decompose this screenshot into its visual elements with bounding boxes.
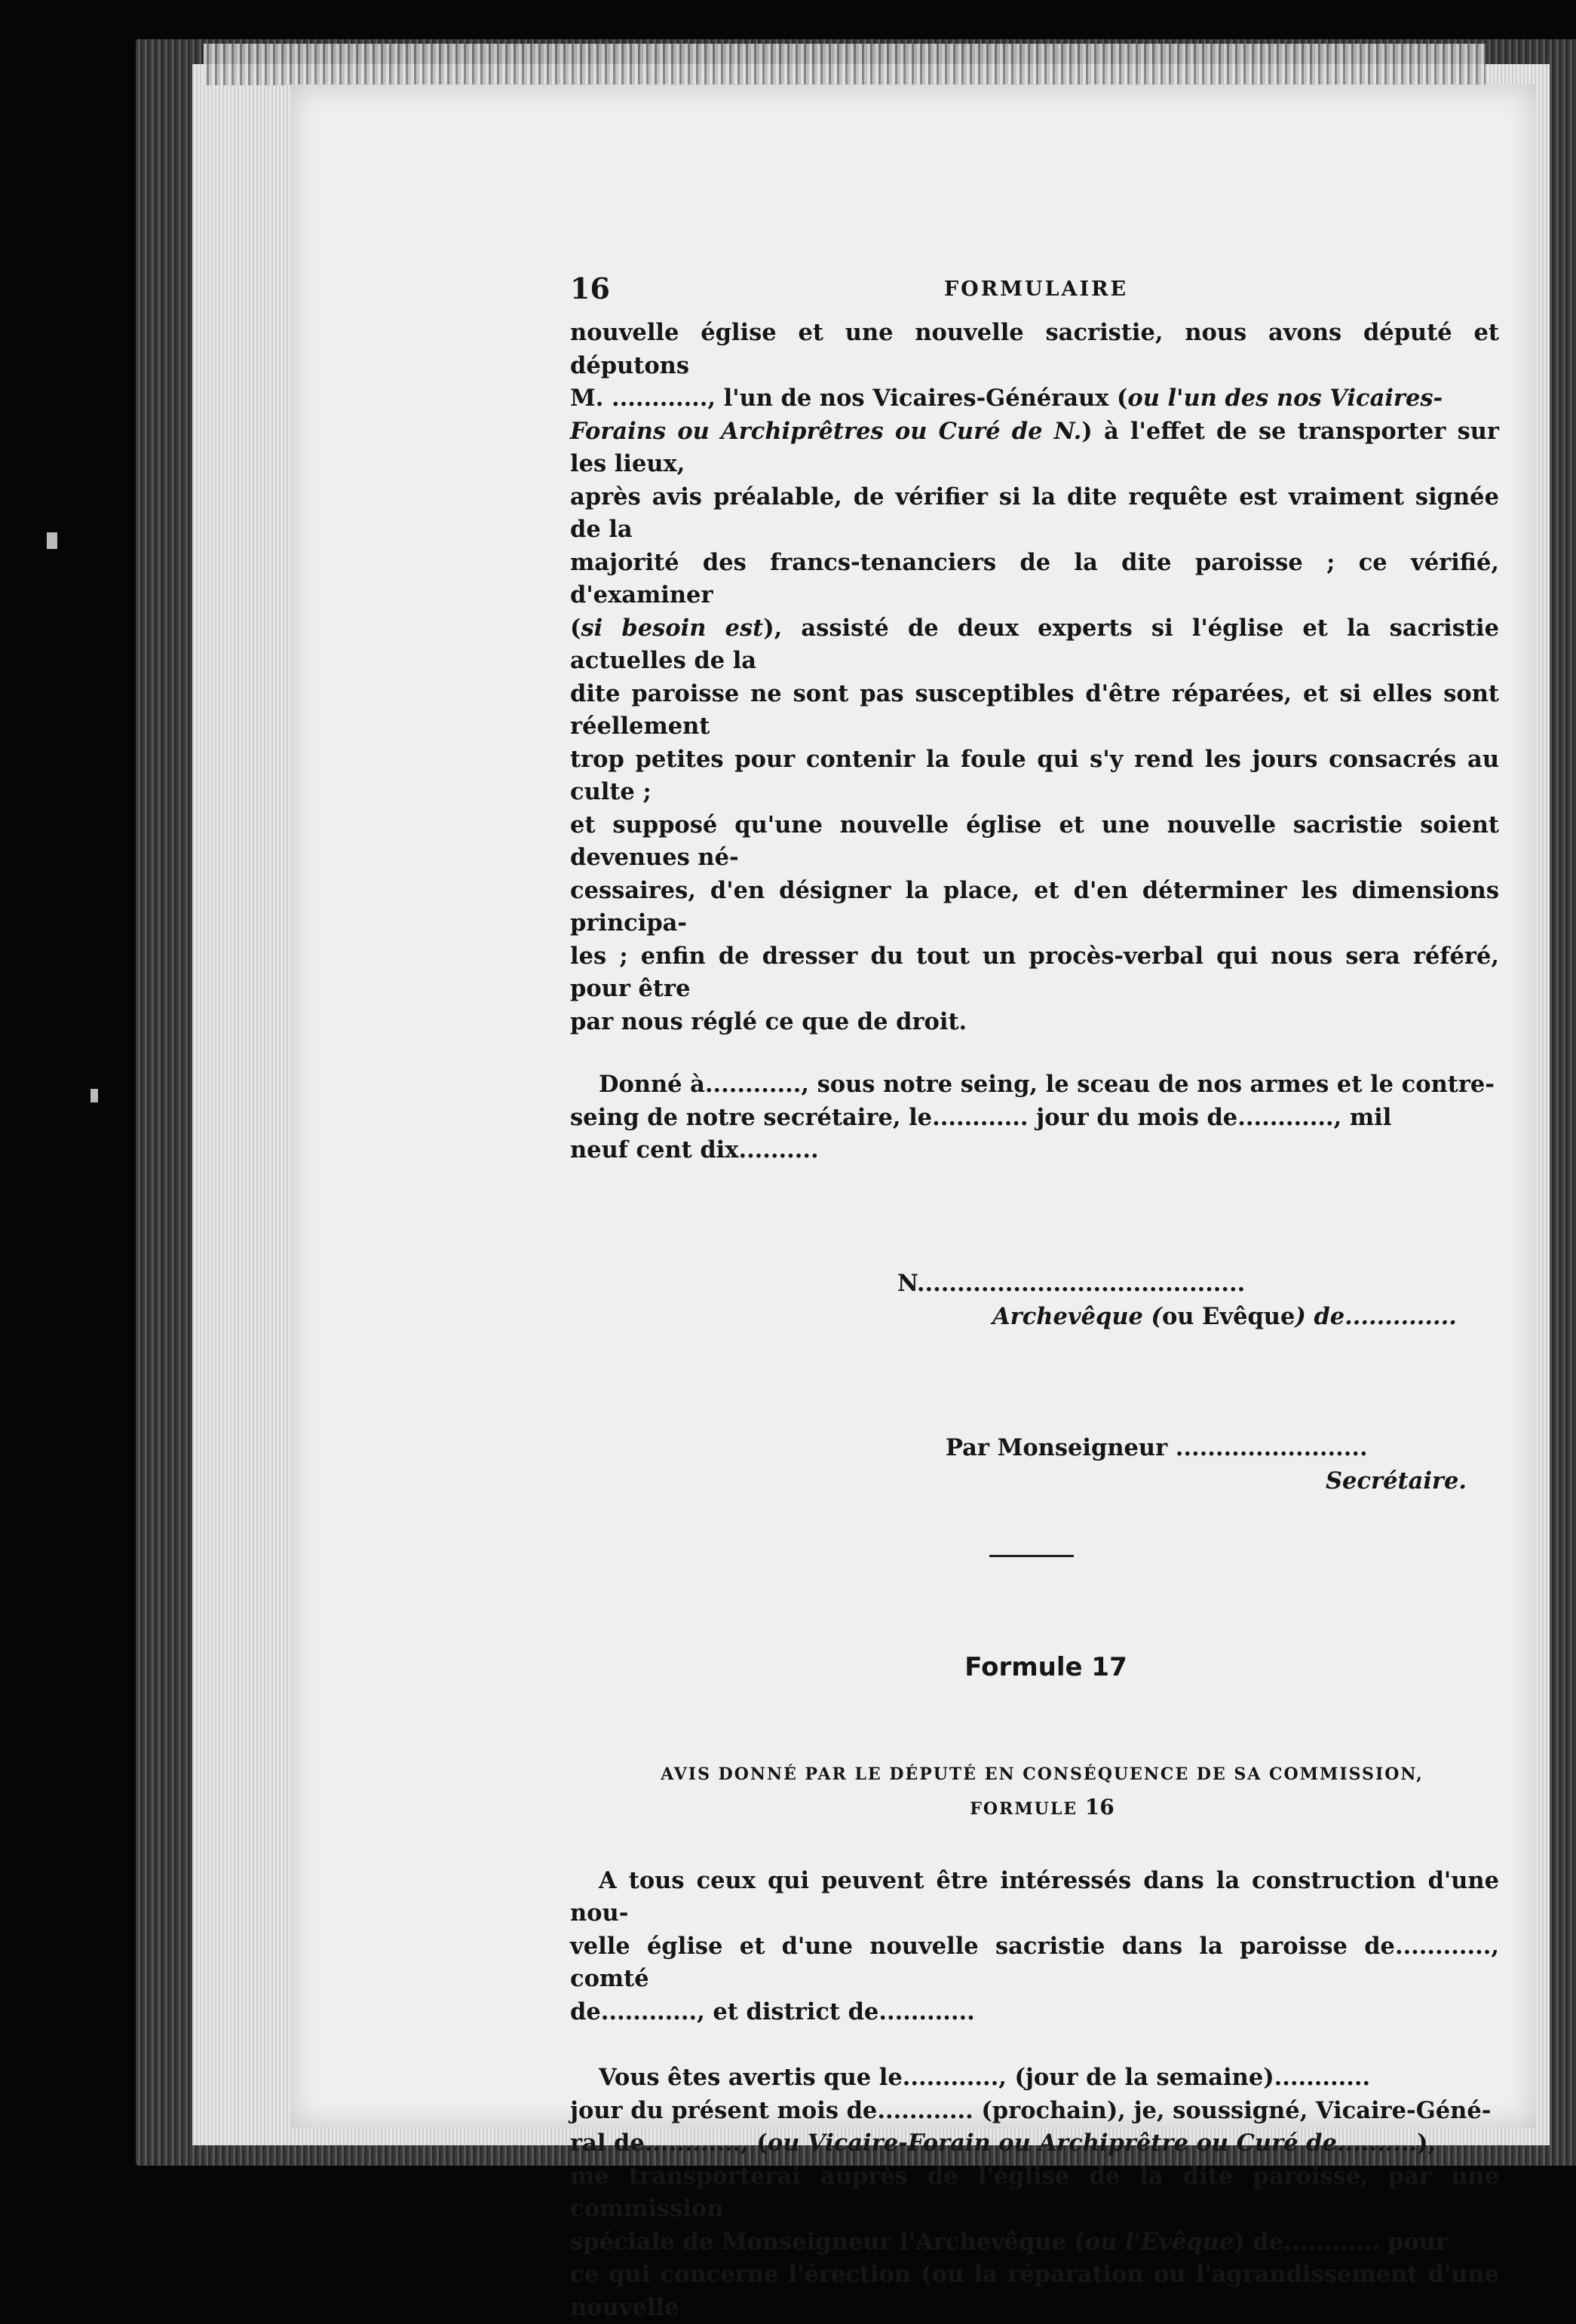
scan-speck: [90, 1089, 98, 1102]
running-title: FORMULAIRE: [944, 277, 1129, 301]
paragraph-notice: [570, 2062, 1499, 2324]
text-line: M. ............, l'un de nos Vicaires-Généraux (ou l'un des nos Vicaires-: [570, 385, 1443, 412]
text-line: seing de notre secrétaire, le............ jour du mois de............, mil: [570, 1103, 1392, 1131]
caption-line: AVIS DONNÉ PAR LE DÉPUTÉ EN CONSÉQUENCE DE SA COMMISSION,: [661, 1764, 1424, 1784]
text-line: trop petites pour contenir la foule qui s'y rend les jours consacrés au culte ;: [570, 745, 1499, 805]
binding-stitch: [204, 44, 1486, 85]
signature-name: N.........................................: [897, 1269, 1246, 1297]
text-line: dite paroisse ne sont pas susceptibles d'être réparées, et si elles sont réellement: [570, 679, 1499, 740]
paragraph-given-at: [570, 1068, 1499, 1167]
formule-title: Formule 17: [964, 1651, 1127, 1682]
text-line: majorité des francs-tenanciers de la dite paroisse ; ce vérifié, d'examiner: [570, 548, 1499, 609]
text-line: de............, et district de............: [570, 1997, 975, 2025]
page-number: 16: [570, 271, 610, 305]
text-line: cessaires, d'en désigner la place, et d'en déterminer les dimensions principa-: [570, 876, 1499, 937]
page-header: [570, 271, 1499, 317]
signature-secretary: Secrétaire.: [1326, 1467, 1467, 1495]
text-line: nouvelle église et une nouvelle sacristie, nous avons député et députons: [570, 319, 1499, 379]
signature-role: Archevêque (ou Evêque) de..............: [992, 1302, 1457, 1330]
signature-monseigneur: Par Monseigneur ........................: [946, 1433, 1368, 1461]
text-line: A tous ceux qui peuvent être intéressés dans la construction d'une nou-: [570, 1866, 1499, 1927]
text-line: Forains ou Archiprêtres ou Curé de N.) à l'effet de se transporter sur les lieux,: [570, 417, 1499, 477]
text-line: me transporterai auprès de l'église de la dite paroisse, par une commission: [570, 2162, 1499, 2222]
text-line: après avis préalable, de vérifier si la dite requête est vraiment signée de la: [570, 483, 1499, 543]
text-line: ce qui concerne l'érection (ou la réparation ou l'agrandissement d'une nouvelle: [570, 2261, 1499, 2321]
text-line: neuf cent dix..........: [570, 1136, 819, 1164]
text-line: jour du présent mois de............ (prochain), je, soussigné, Vicaire-Géné-: [570, 2096, 1492, 2124]
formule-caption: [570, 1758, 1499, 1826]
scan-speck: [47, 532, 57, 549]
text-line: Donné à............, sous notre seing, le sceau de nos armes et le contre-: [599, 1071, 1495, 1098]
section-divider: [989, 1555, 1074, 1557]
text-line: velle église et d'une nouvelle sacristie dans la paroisse de............, comté: [570, 1932, 1499, 1992]
text-line: ral de............, (ou Vicaire-Forain ou Archiprêtre ou Curé de..........),: [570, 2129, 1436, 2157]
text-line: les ; enfin de dresser du tout un procès-verbal qui nous sera référé, pour être: [570, 942, 1499, 1002]
page-content: [570, 271, 1499, 2324]
text-line: spéciale de Monseigneur l'Archevêque (ou l'Evêque) de............ pour: [570, 2227, 1448, 2255]
text-line: par nous réglé ce que de droit.: [570, 1007, 967, 1035]
paragraph-commission: [570, 317, 1499, 1038]
text-line: Vous êtes avertis que le............, (jour de la semaine)............: [599, 2064, 1371, 2091]
caption-line: FORMULE 16: [970, 1794, 1115, 1820]
paragraph-address: [570, 1865, 1499, 2029]
text-line: et supposé qu'une nouvelle église et une nouvelle sacristie soient devenues né-: [570, 811, 1499, 871]
text-line: (si besoin est), assisté de deux experts si l'église et la sacristie actuelles de la: [570, 614, 1499, 674]
